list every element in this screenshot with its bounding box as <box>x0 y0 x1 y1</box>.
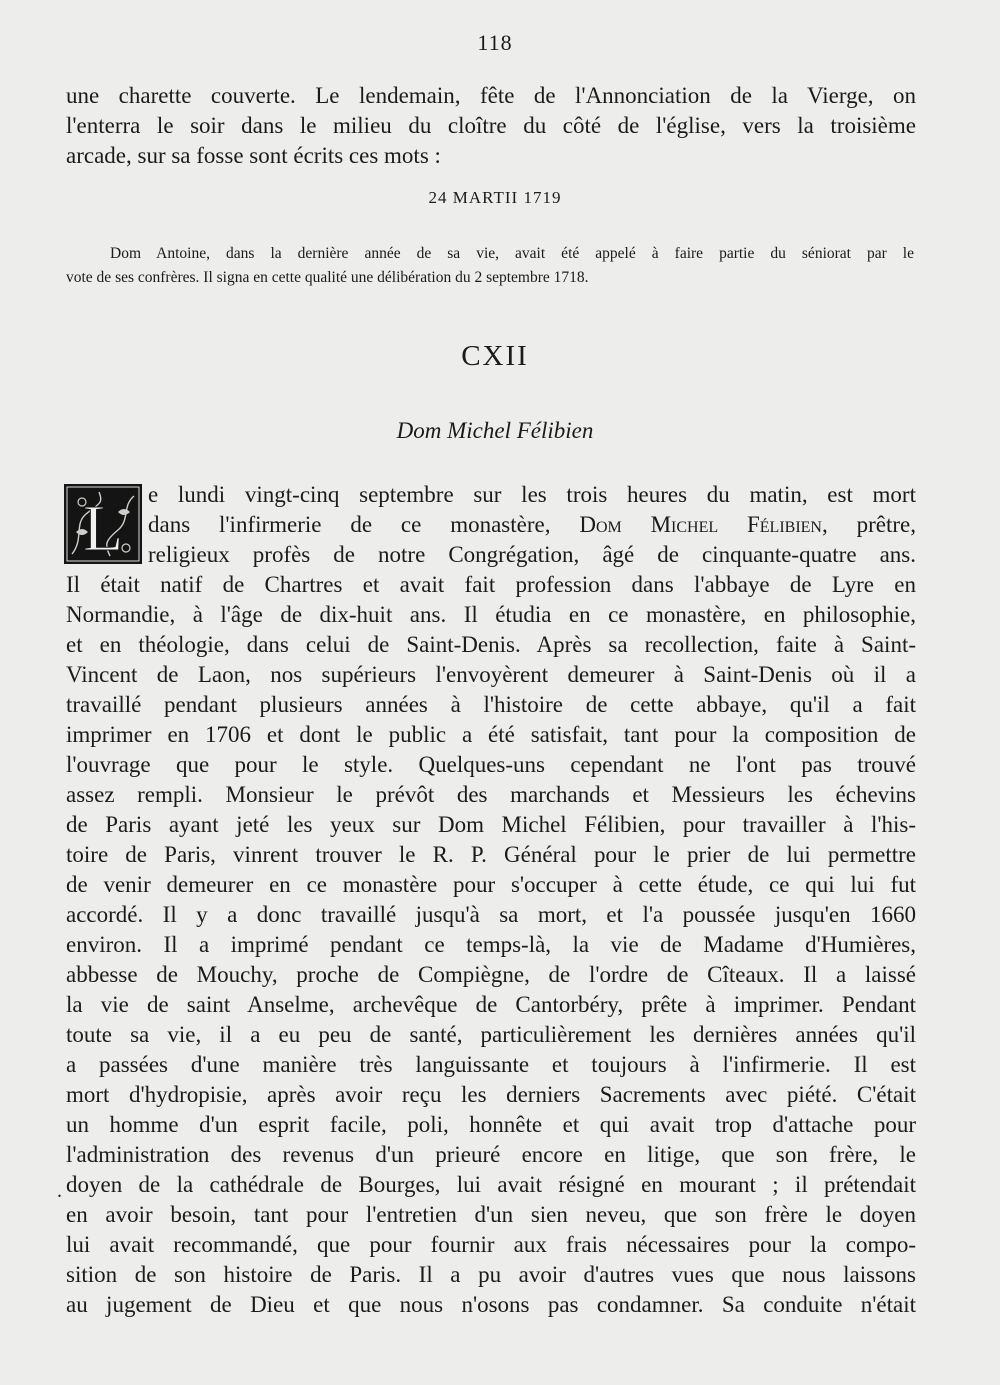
body-text: dans l'infirmerie de ce monastère, <box>148 512 580 537</box>
body-line: au jugement de Dieu et que nous n'osons pas condamner. Sa conduite n'était <box>66 1292 916 1317</box>
body-line: environ. Il a imprimé pendant ce temps-là, la vie de Madame d'Humières, <box>66 932 916 957</box>
intro-line: une charette couverte. Le lendemain, fête de l'Annonciation de la Vierge, on <box>66 83 916 108</box>
person-name: Dom Michel Félibien <box>579 512 822 537</box>
drop-cap-ornament <box>64 484 142 564</box>
body-line: imprimer en 1706 et dont le public a été satisfait, tant pour la composition de <box>66 722 916 747</box>
body-line: l'administration des revenus d'un prieuré encore en litige, que son frère, le <box>66 1142 916 1167</box>
chapter-title: Dom Michel Félibien <box>396 418 594 443</box>
body-line: toire de Paris, vinrent trouver le R. P. Général pour le prier de lui permettre <box>66 842 916 867</box>
drop-cap-letter: L <box>82 492 124 564</box>
body-line: l'ouvrage que pour le style. Quelques-uns cependant ne l'ont pas trouvé <box>66 752 916 777</box>
intro-line: arcade, sur sa fosse sont écrits ces mots : <box>66 143 441 168</box>
body-line: assez rempli. Monsieur le prévôt des marchands et Messieurs les échevins <box>66 782 916 807</box>
footnote-line: vote de ses confrères. Il signa en cette qualité une délibération du 2 septembre 1718. <box>66 269 589 286</box>
body-line: Il était natif de Chartres et avait fait profession dans l'abbaye de Lyre en <box>66 572 916 597</box>
intro-line: l'enterra le soir dans le milieu du cloître du côté de l'église, vers la troisième <box>66 113 916 138</box>
body-line <box>148 511 916 539</box>
body-line: en avoir besoin, tant pour l'entretien d'un sien neveu, que son frère le doyen <box>66 1202 916 1227</box>
body-line: mort d'hydropisie, après avoir reçu les derniers Sacrements avec piété. C'était <box>66 1082 916 1107</box>
body-line: un homme d'un esprit facile, poli, honnête et qui avait trop d'attache pour <box>66 1112 916 1137</box>
body-line: abbesse de Mouchy, proche de Compiègne, de l'ordre de Cîteaux. Il a laissé <box>66 962 916 987</box>
body-line: toute sa vie, il a eu peu de santé, particulièrement les dernières années qu'il <box>66 1022 916 1047</box>
body-text: , prêtre, <box>821 512 916 537</box>
body-line: et en théologie, dans celui de Saint-Denis. Après sa recollection, faite à Saint- <box>66 632 916 657</box>
body-line: doyen de la cathédrale de Bourges, lui avait résigné en mourant ; il prétendait <box>66 1172 916 1197</box>
body-line: sition de son histoire de Paris. Il a pu avoir d'autres vues que nous laissons <box>66 1262 916 1287</box>
body-line: e lundi vingt-cinq septembre sur les trois heures du matin, est mort <box>148 482 916 507</box>
body-line: religieux profès de notre Congrégation, âgé de cinquante-quatre ans. <box>148 542 916 567</box>
footnote-line: Dom Antoine, dans la dernière année de sa vie, avait été appelé à faire partie du séniorat par le <box>110 245 914 262</box>
margin-mark: . <box>57 1180 62 1202</box>
body-line: Normandie, à l'âge de dix-huit ans. Il étudia en ce monastère, en philosophie, <box>66 602 916 627</box>
body-line: accordé. Il y a donc travaillé jusqu'à sa mort, et l'a poussée jusqu'en 1660 <box>66 902 916 927</box>
body-line: lui avait recommandé, que pour fournir aux frais nécessaires pour la compo- <box>66 1232 916 1257</box>
body-line: de Paris ayant jeté les yeux sur Dom Michel Félibien, pour travailler à l'his- <box>66 812 916 837</box>
body-line: de venir demeurer en ce monastère pour s'occuper à cette étude, ce qui lui fut <box>66 872 916 897</box>
body-line: Vincent de Laon, nos supérieurs l'envoyèrent demeurer à Saint-Denis où il a <box>66 662 916 687</box>
body-line: la vie de saint Anselme, archevêque de Cantorbéry, prête à imprimer. Pendant <box>66 992 916 1017</box>
inscription-date: 24 MARTII 1719 <box>428 188 562 207</box>
body-line: a passées d'une manière très languissante et toujours à l'infirmerie. Il est <box>66 1052 916 1077</box>
page-number: 118 <box>477 30 513 55</box>
body-line: travaillé pendant plusieurs années à l'histoire de cette abbaye, qu'il a fait <box>66 692 916 717</box>
chapter-number: CXII <box>461 340 529 372</box>
